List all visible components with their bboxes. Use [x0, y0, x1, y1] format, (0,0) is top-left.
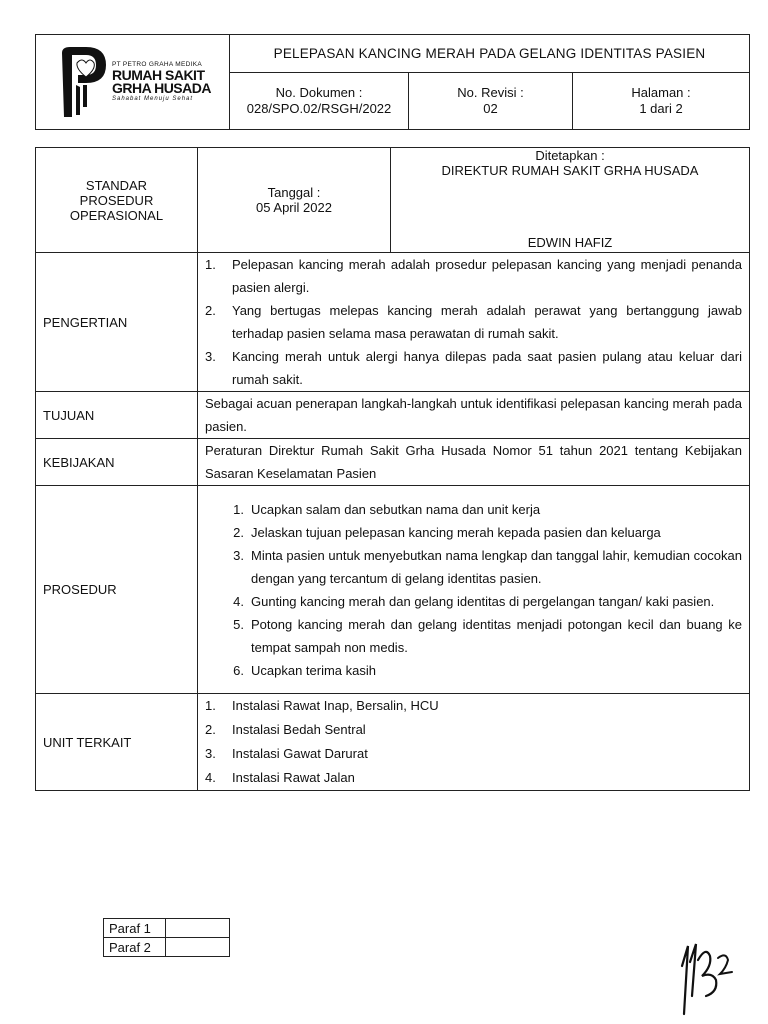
sop-date-label: Tanggal : [267, 185, 321, 200]
logo-tagline: Sahabat Menuju Sehat [112, 95, 194, 102]
revision-label: No. Revisi : [457, 85, 524, 100]
unit-terkait-content [198, 694, 750, 791]
sop-table [35, 147, 750, 791]
page-value: 1 dari 2 [639, 101, 683, 116]
list-item: 1. Ucapkan salam dan sebutkan nama dan unit kerja [233, 501, 541, 517]
paraf-2-label: Paraf 2 [104, 938, 166, 957]
list-item: 6. Ucapkan terima kasih [233, 662, 376, 678]
list-item: 1. Instalasi Rawat Inap, Bersalin, HCU [205, 698, 439, 713]
list-item: 2. Jelaskan tujuan pelepasan kancing merah kepada pasien dan keluarga [233, 524, 661, 540]
paraf-table [103, 918, 230, 957]
director-name: EDWIN HAFIZ [527, 235, 613, 250]
handwritten-signature [668, 936, 748, 1020]
sop-approval-by: DIREKTUR RUMAH SAKIT GRHA HUSADA [441, 163, 699, 178]
sop-approval-label: Ditetapkan : [535, 148, 605, 163]
document-number-label: No. Dokumen : [275, 85, 363, 100]
sop-standard-cell [36, 148, 198, 253]
tujuan-text: Sebagai acuan penerapan langkah-langkah untuk identifikasi pelepasan kancing merah pada pasien. [198, 392, 750, 439]
sop-date-value: 05 April 2022 [256, 200, 332, 215]
pengertian-content [198, 253, 750, 392]
logo-line1: RUMAH SAKIT [112, 66, 205, 83]
list-item: 3. Kancing merah untuk alergi hanya dilepas pada saat pasien pulang atau keluar dari rumah sakit. [205, 349, 742, 387]
list-item: 4. Gunting kancing merah dan gelang identitas di pergelangan tangan/ kaki pasien. [233, 593, 715, 609]
kebijakan-text: Peraturan Direktur Rumah Sakit Grha Husada Nomor 51 tahun 2021 tentang Kebijakan Sasaran Keselamatan Pasien [198, 439, 750, 486]
page-cell [573, 73, 750, 130]
list-item: 4. Instalasi Rawat Jalan [205, 770, 355, 785]
revision-value: 02 [483, 101, 498, 116]
sop-standard-line1: STANDAR [85, 177, 148, 193]
sop-standard-line3: OPERASIONAL [69, 207, 164, 223]
list-item: 2. Yang bertugas melepas kancing merah adalah perawat yang bertanggung jawab terhadap pasien selama masa perawatan di rumah sakit. [205, 303, 742, 341]
list-item: 3. Minta pasien untuk menyebutkan nama lengkap dan tanggal lahir, kemudian cocokan dengan yang tercantum di gelang identitas pasien. [233, 547, 742, 586]
revision-cell [409, 73, 573, 130]
prosedur-label: PROSEDUR [36, 486, 198, 694]
document-number-cell [230, 73, 409, 130]
list-item: 1. Pelepasan kancing merah adalah prosedur pelepasan kancing yang menjadi penanda pasien alergi. [205, 257, 742, 295]
list-item: 3. Instalasi Gawat Darurat [205, 746, 368, 761]
paraf-2-field[interactable] [166, 938, 230, 957]
paraf-1-field[interactable] [166, 919, 230, 938]
unit-terkait-label: UNIT TERKAIT [36, 694, 198, 791]
prosedur-content [198, 486, 750, 694]
document-title: PELEPASAN KANCING MERAH PADA GELANG IDENTITAS PASIEN [230, 35, 750, 73]
logo-company: PT PETRO GRAHA MEDIKA [112, 61, 202, 69]
list-item: 5. Potong kancing merah dan gelang identitas menjadi potongan kecil dan buang ke tempat sampah non medis. [233, 616, 742, 655]
tujuan-label: TUJUAN [36, 392, 198, 439]
sop-date-cell [198, 148, 391, 253]
sop-standard-line2: PROSEDUR [79, 192, 154, 208]
logo-line2: GRHA HUSADA [112, 79, 211, 96]
pengertian-label: PENGERTIAN [36, 253, 198, 392]
hospital-logo-icon [56, 45, 108, 119]
kebijakan-label: KEBIJAKAN [36, 439, 198, 486]
list-item: 2. Instalasi Bedah Sentral [205, 722, 366, 737]
paraf-1-label: Paraf 1 [104, 919, 166, 938]
sop-approval-cell [391, 148, 750, 253]
document-header [35, 34, 750, 130]
logo-cell [36, 35, 230, 130]
hospital-logo [36, 45, 229, 119]
page-label: Halaman : [631, 85, 691, 100]
document-number-value: 028/SPO.02/RSGH/2022 [246, 101, 392, 116]
